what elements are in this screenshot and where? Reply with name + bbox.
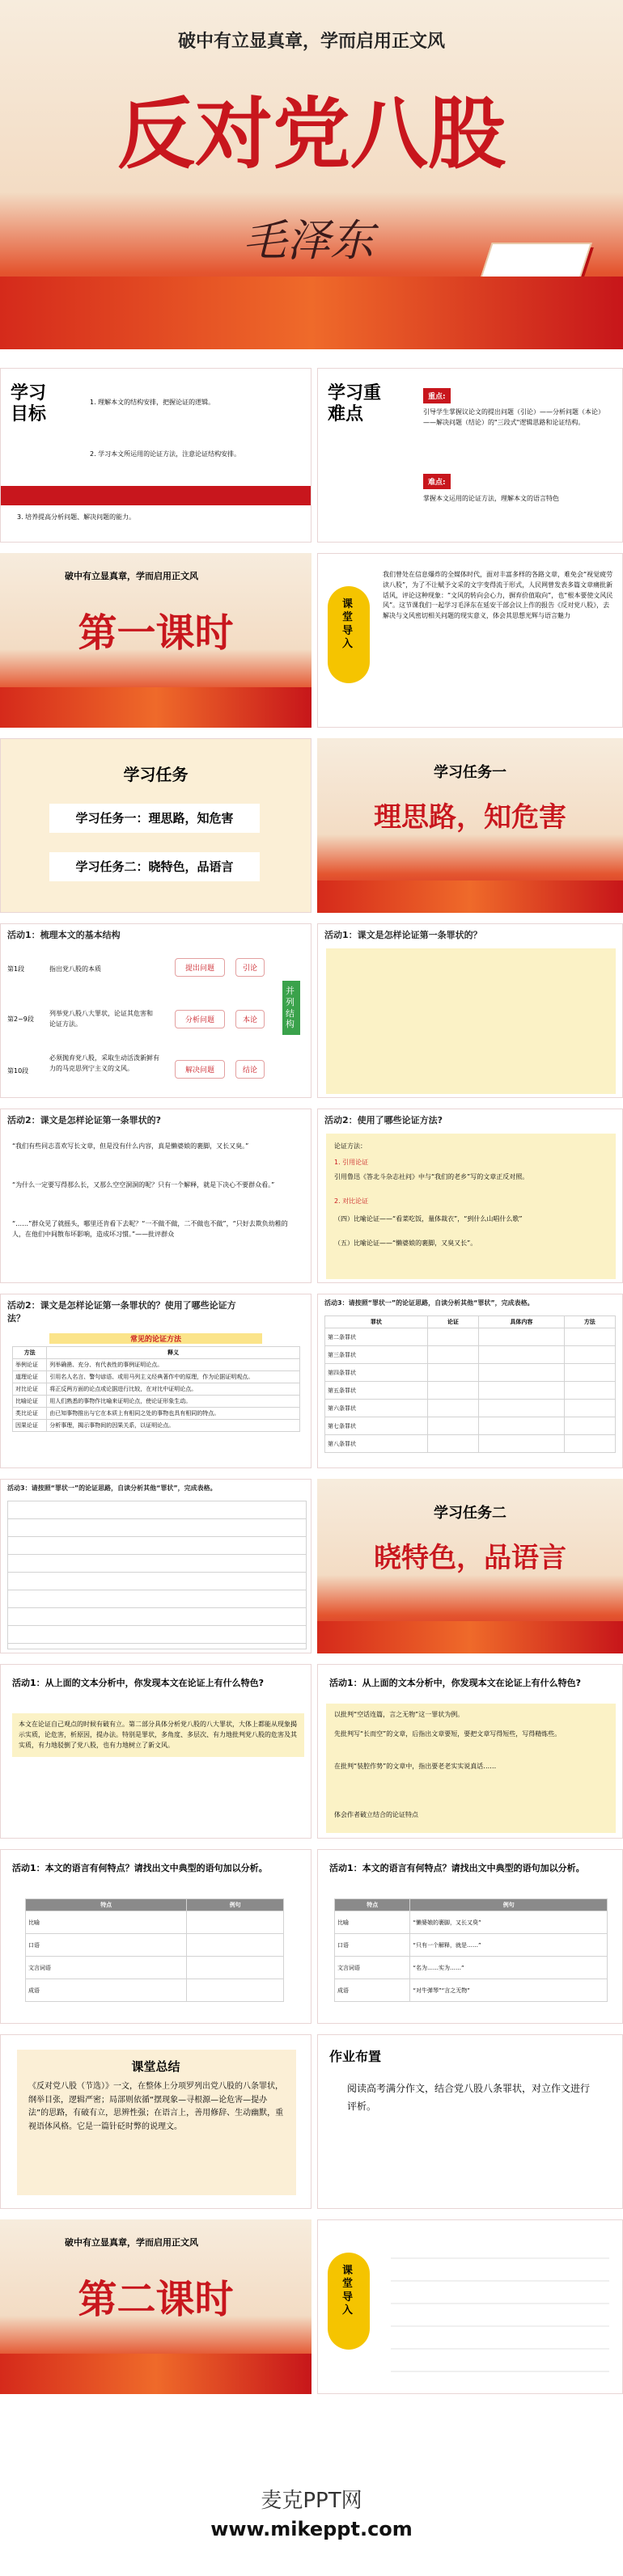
lang-feature: 成语: [26, 1979, 187, 2002]
lesson2-slide: [0, 2219, 312, 2394]
goal-band: [1, 486, 312, 505]
summary-title: 课堂总结: [131, 2059, 180, 2074]
task1-sub: 学习任务一: [434, 764, 506, 781]
goals-title-2: 目标: [11, 404, 47, 425]
crime-name: 第七条罪状: [325, 1417, 428, 1435]
task-2: 学习任务二：晓特色，品语言: [49, 852, 260, 881]
crime-name: 第三条罪状: [325, 1346, 428, 1364]
act2a-slide: [0, 1109, 312, 1283]
lesson1-slide: [0, 553, 312, 728]
lang-col: 特点: [26, 1899, 187, 1911]
goal-item-3: 3. 培养提高分析问题、解决问题的能力。: [17, 513, 136, 521]
cover-slide: [0, 0, 623, 349]
goals-title: [11, 383, 46, 426]
act2a-text-3: “……”群众见了就摇头，哪里还肯看下去呢？“一不做不做，二不做也不做”，“只好去欺负幼稚的人，在他们中间散布坏影响，造成坏习惯。”——批评群众: [12, 1220, 288, 1238]
lesson2-top-line: 破中有立显真章，学而启用正文风: [65, 2237, 198, 2248]
act3-slide: [317, 1294, 623, 1468]
methods-col-1: 释义: [47, 1347, 300, 1359]
cover-top-line: 破中有立显真章，学而启用正文风: [177, 31, 445, 52]
method-name: 道理论证: [13, 1371, 47, 1383]
method-desc: 用人们熟悉的事物作比喻来证明论点，使论证形象生动。: [47, 1396, 300, 1408]
goals-title-1: 学习: [11, 383, 47, 403]
lang-feature: 口语: [26, 1934, 187, 1957]
act1-tag-1: 提出问题: [175, 958, 225, 977]
act1b-text-block: [326, 948, 616, 1094]
act4b-t1: 以批判“空话连篇，言之无物”这一罪状为例。: [334, 1711, 464, 1718]
act1b-slide: [317, 923, 623, 1098]
act1-text-1: 指出党八股的本质: [49, 965, 101, 973]
intro2-slide: [317, 2219, 623, 2394]
act5b-slide: [317, 1849, 623, 2024]
red-wave: [0, 277, 623, 349]
act2a-text-2: “为什么一定要写得那么长，又那么空空洞洞的呢？只有一个解释，就是下决心不要群众看。”: [12, 1181, 275, 1189]
tasks-slide: [0, 738, 312, 913]
act1b-header: 活动1：课文是怎样论证第一条罪状的？: [324, 930, 482, 940]
act2a-text-1: “我们有些同志喜欢写长文章，但是没有什么内容，真是懒婆娘的裹脚，又长又臭。”: [12, 1142, 249, 1150]
act2b-item-4: （四）比喻论证——“看菜吃饭，量体裁衣”，“到什么山唱什么歌”: [334, 1215, 523, 1223]
goal-item-1: 1. 理解本文的结构安排，把握论证的逻辑。: [90, 399, 215, 406]
crimes-col: 论证: [427, 1316, 478, 1328]
lang-example: “只有一个解释，就是……”: [410, 1934, 608, 1957]
watermark-url: www.mikeppt.com: [210, 2518, 413, 2540]
lang-feature: 口语: [335, 1934, 410, 1957]
method-desc: 将正反两方面的论点或论据进行比较，在对比中证明论点。: [47, 1383, 300, 1396]
lang-example: “对牛弹琴”“言之无物”: [410, 1979, 608, 2002]
act2b-item-3: 2. 对比论证: [334, 1197, 369, 1205]
act4b-header: 活动1：从上面的文本分析中，你发现本文在论证上有什么特色?: [329, 1678, 582, 1688]
task1-wave: [317, 880, 623, 913]
act2c-slide: [0, 1294, 312, 1468]
act4-text: 本文在论证自己观点的时候有破有立。第二部分具体分析党八股的八大罪状，大体上都能从现象揭示实质，论危害，析原因，提办法。特别是罪状，多角度、多层次、有力地批判党八股的危害及其实质，有力地驳倒了党八股，也有力地树立了新文风。: [12, 1713, 304, 1757]
act1-role-3: 结论: [235, 1060, 265, 1079]
methods-col-0: 方法: [13, 1347, 47, 1359]
act2b-header: 活动2：使用了哪些论证方法?: [324, 1115, 443, 1125]
act1-range-3: 第10段: [7, 1067, 29, 1075]
lesson2-title: 第二课时: [78, 2277, 234, 2322]
goal-item-2: 2. 学习本文所运用的论证方法，注意论证结构安排。: [90, 450, 241, 458]
crime-name: 第六条罪状: [325, 1400, 428, 1417]
act3b-header: 活动3：请按照“罪状一”的论证思路，自读分析其他“罪状”，完成表格。: [7, 1484, 217, 1492]
lang-example: “名为……实为……”: [410, 1957, 608, 1979]
act2c-table-title: 常见的论证方法: [49, 1333, 262, 1344]
act2a-header: 活动2：课文是怎样论证第一条罪状的?: [7, 1115, 162, 1125]
task1-title: 理思路，知危害: [374, 801, 566, 834]
key-title-2: 难点: [328, 404, 364, 425]
act5a-header: 活动1：本文的语言有何特点？请找出文中典型的语句加以分析。: [12, 1863, 268, 1873]
lang-col: 特点: [335, 1899, 410, 1911]
act2b-block: [326, 1134, 616, 1279]
diff-label: 难点:: [423, 474, 451, 489]
method-name: 对比论证: [13, 1383, 47, 1396]
act2b-item-2: 引用鲁迅《答北斗杂志社问》中与“我们的老乡”写的文章正反对照。: [334, 1173, 529, 1180]
key-title-1: 学习重: [328, 383, 382, 403]
lang-table-empty: [25, 1898, 284, 2002]
task-1: 学习任务一：理思路，知危害: [49, 804, 260, 833]
lesson1-top-line: 破中有立显真章，学而启用正文风: [65, 571, 198, 581]
homework-slide: [317, 2034, 623, 2209]
lesson2-wave: [0, 2354, 312, 2394]
task1-slide: [317, 738, 623, 913]
task2-slide: [317, 1479, 623, 1653]
tasks-title: 学习任务: [123, 765, 189, 784]
method-desc: 由已知事物推出与它在本质上有相同之处的事物也具有相同的特点。: [47, 1408, 300, 1420]
book-icon: [479, 243, 592, 281]
crime-name: 第五条罪状: [325, 1382, 428, 1400]
method-name: 因果论证: [13, 1420, 47, 1432]
lang-table: [334, 1898, 608, 2002]
key-title: [328, 383, 381, 426]
lang-example: “懒婆娘的裹脚，又长又臭”: [410, 1911, 608, 1934]
act4b-t2: 先批判写“长而空”的文章，后指出文章要短，要把文章写得短些，写得精炼些。: [334, 1730, 562, 1738]
methods-table: [12, 1346, 300, 1432]
method-desc: 分析事理，揭示事物间的因果关系，以证明论点。: [47, 1420, 300, 1432]
homework-title: 作业布置: [329, 2049, 382, 2064]
key-text: 引导学生掌握议论文的提出问题（引论）——分析问题（本论）——解决问题（结论）的"三段式"逻辑思路和论证结构。: [423, 408, 604, 426]
act4b-t4: 体会作者破立结合的论证特点: [334, 1811, 418, 1818]
act1-header: 活动1：梳理本文的基本结构: [7, 930, 121, 940]
act1-range-2: 第2~9段: [7, 1016, 34, 1023]
crime-name: 第八条罪状: [325, 1435, 428, 1453]
crime-name: 第四条罪状: [325, 1364, 428, 1382]
lesson1-title: 第一课时: [78, 610, 234, 656]
lang-feature: 成语: [335, 1979, 410, 2002]
lang-feature: 文言词语: [335, 1957, 410, 1979]
crimes-col: 罪状: [325, 1316, 428, 1328]
task2-wave: [317, 1621, 623, 1653]
intro2-badge-label: 课堂导入: [342, 2265, 354, 2316]
lang-feature: 比喻: [335, 1911, 410, 1934]
act2b-item-5: （五）比喻论证——“懒婆娘的裹脚，又臭又长”。: [334, 1239, 477, 1247]
crimes-col: 方法: [564, 1316, 615, 1328]
crimes-table: [324, 1315, 616, 1453]
author-signature: 毛泽东: [243, 215, 374, 266]
act1-slide: [0, 923, 312, 1098]
intro-slide: [317, 553, 623, 728]
act1-text-2: 列举党八股八大罪状，论证其危害和论证方法。: [49, 1010, 153, 1028]
key-label: 重点:: [423, 388, 451, 403]
act1-role-1: 引论: [235, 958, 265, 977]
act4b-t3: 在批判“装腔作势”的文章中，指出要老老实实说真话……: [334, 1763, 497, 1770]
act2b-item-1: 1. 引用论证: [334, 1159, 369, 1166]
task2-sub: 学习任务二: [434, 1505, 506, 1522]
summary-slide: [0, 2034, 312, 2209]
act2b-slide: [317, 1109, 623, 1283]
lang-feature: 文言词语: [26, 1957, 187, 1979]
watermark-name: 麦克PPT网: [261, 2489, 362, 2513]
act3b-slide: [0, 1479, 312, 1653]
crime-name: 第二条罪状: [325, 1328, 428, 1346]
act4-header: 活动1：从上面的文本分析中，你发现本文在论证上有什么特色?: [12, 1678, 265, 1688]
key-slide: [317, 368, 623, 543]
act1-range-1: 第1段: [7, 965, 25, 973]
act3-header: 活动3：请按照“罪状一”的论证思路，自读分析其他“罪状”，完成表格。: [324, 1299, 534, 1307]
method-name: 举例论证: [13, 1359, 47, 1371]
intro-text: 我们曾处在信息爆炸的全媒体时代，面对丰富多样的各路文章，难免会“视觉疲劳读八股”，为了不让赋予文采的文字变得流于形式，人民网曾发表多篇文章痛批新话风，评论这种现象：“文风的转向会心力，摒弃价值取向”，也“根本要使文风民风”。这节课我们一起学习毛泽东在延安干部会议上作的报告《反对党八股》，去解决与文风密切相关问题的现实意义，体会其思想光辉与语言魅力: [383, 571, 613, 620]
lang-col: 例句: [410, 1899, 608, 1911]
act1-side: 并列结构: [282, 981, 300, 1035]
method-desc: 引用名人名言、警句谚语、或用马列主义经典著作中的原理，作为论据证明观点。: [47, 1371, 300, 1383]
lesson1-wave: [0, 687, 312, 728]
homework-text: 阅读高考满分作文，结合党八股八条罪状，对立作文进行评析。: [347, 2083, 591, 2112]
act2c-header: 活动2：课文是怎样论证第一条罪状的？使用了哪些论证方法？: [7, 1300, 236, 1324]
crimes-col: 具体内容: [479, 1316, 565, 1328]
diff-text: 掌握本文运用的论证方法，理解本文的语言特色: [423, 495, 559, 502]
method-desc: 列举确凿、充分、有代表性的事例证明论点。: [47, 1359, 300, 1371]
act1-tag-2: 分析问题: [175, 1010, 225, 1028]
act4-slide: [0, 1664, 312, 1839]
chat-area: [391, 2236, 609, 2379]
act1-role-2: 本论: [235, 1010, 265, 1028]
method-name: 比喻论证: [13, 1396, 47, 1408]
intro-badge-label: 课堂导入: [342, 598, 354, 650]
act1-text-3: 必须抛弃党八股，采取生动活泼新鲜有力的马克思列宁主义的文风。: [49, 1054, 159, 1072]
act4b-slide: [317, 1664, 623, 1839]
act3b-table-area: [7, 1501, 307, 1649]
act5a-slide: [0, 1849, 312, 2024]
act1-tag-3: 解决问题: [175, 1060, 225, 1079]
cover-title: 反对党八股: [117, 88, 506, 179]
method-name: 类比论证: [13, 1408, 47, 1420]
goals-slide: [0, 368, 312, 543]
summary-text: 《反对党八股（节选）》一文，在整体上分项罗列出党八股的八条罪状，纲举目张，逻辑严密；局部则依循“摆现象—寻根源—论危害—提办法”的思路，有破有立，思辨性强；在语言上，善用修辞、生动幽默，重视语体风格。它是一篇针砭时弊的说理文。: [28, 2082, 284, 2131]
lang-col: 例句: [187, 1899, 284, 1911]
act5b-header: 活动1：本文的语言有何特点？请找出文中典型的语句加以分析。: [329, 1863, 585, 1873]
act2b-label: 论证方法：: [334, 1142, 367, 1150]
lang-feature: 比喻: [26, 1911, 187, 1934]
task2-title: 晓特色，品语言: [374, 1542, 566, 1574]
